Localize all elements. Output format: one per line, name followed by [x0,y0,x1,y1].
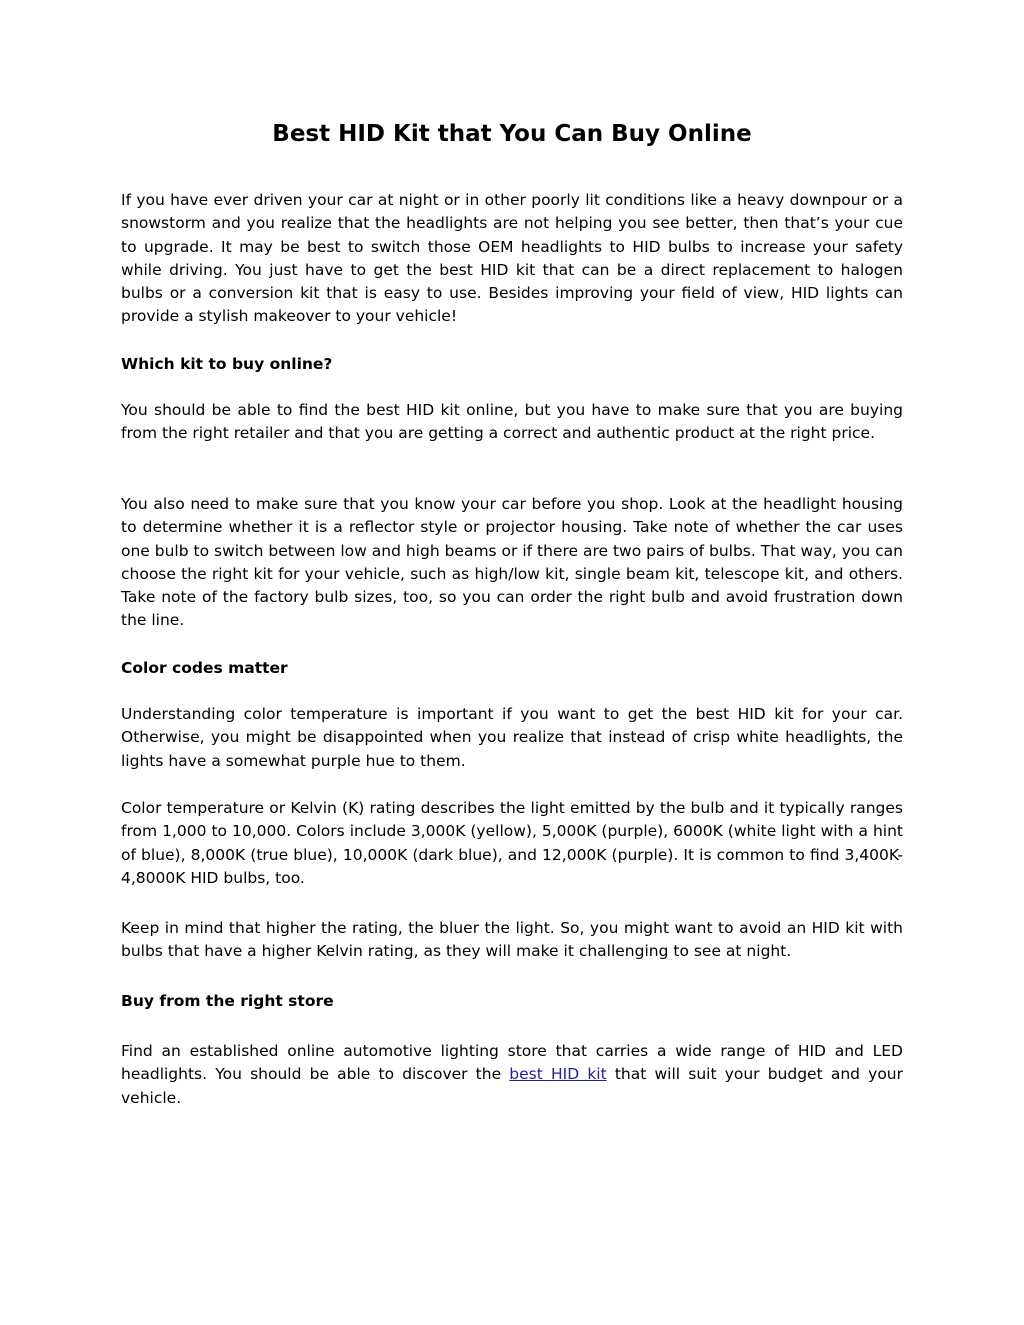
right-store-text-before: Find an established online automotive lighting store that carries a wide range of HID and LED headlights. You should be able to discover the [121,1042,903,1084]
section-heading-right-store: Buy from the right store [121,992,334,1010]
color-codes-paragraph-1: Understanding color temperature is important if you want to get the best HID kit for your car. Otherwise, you might be disappointed when you realize that instead of crisp white headlights, the lights have a somewhat purple hue to them. [121,705,903,770]
best-hid-kit-link[interactable]: best HID kit [509,1065,607,1084]
color-codes-paragraph-3: Keep in mind that higher the rating, the bluer the light. So, you might want to avoid an HID kit with bulbs that have a higher Kelvin rating, as they will make it challenging to see at night. [121,919,903,961]
section-heading-color-codes: Color codes matter [121,659,288,677]
page-title: Best HID Kit that You Can Buy Online [272,121,752,147]
intro-paragraph: If you have ever driven your car at night or in other poorly lit conditions like a heavy downpour or a snowstorm and you realize that the headlights are not helping you see better, then that’s your cue to upgrade. It may be best to switch those OEM headlights to HID bulbs to increase your safety while driving. You just have to get the best HID kit that can be a direct replacement to halogen bulbs or a conversion kit that is easy to use. Besides improving your field of view, HID lights can provide a stylish makeover to your vehicle! [121,191,903,326]
right-store-paragraph [121,1040,903,1110]
right-store-text-after: that will suit your budget and your vehicle. [121,1065,904,1107]
color-codes-paragraph-2: Color temperature or Kelvin (K) rating describes the light emitted by the bulb and it typically ranges from 1,000 to 10,000. Colors include 3,000K (yellow), 5,000K (purple), 6000K (white light with a hint of blue), 8,000K (true blue), 10,000K (dark blue), and 12,000K (purple). It is common to find 3,400K-4,8000K HID bulbs, too. [121,799,903,887]
which-kit-paragraph-2: You also need to make sure that you know your car before you shop. Look at the headlight housing to determine whether it is a reflector style or projector housing. Take note of whether the car uses one bulb to switch between low and high beams or if there are two pairs of bulbs. That way, you can choose the right kit for your vehicle, such as high/low kit, single beam kit, telescope kit, and others. Take note of the factory bulb sizes, too, so you can order the right bulb and avoid frustration down the line. [121,495,903,630]
section-heading-which-kit: Which kit to buy online? [121,355,333,373]
which-kit-paragraph-1: You should be able to find the best HID kit online, but you have to make sure that you are buying from the right retailer and that you are getting a correct and authentic product at the right price. [121,401,903,443]
